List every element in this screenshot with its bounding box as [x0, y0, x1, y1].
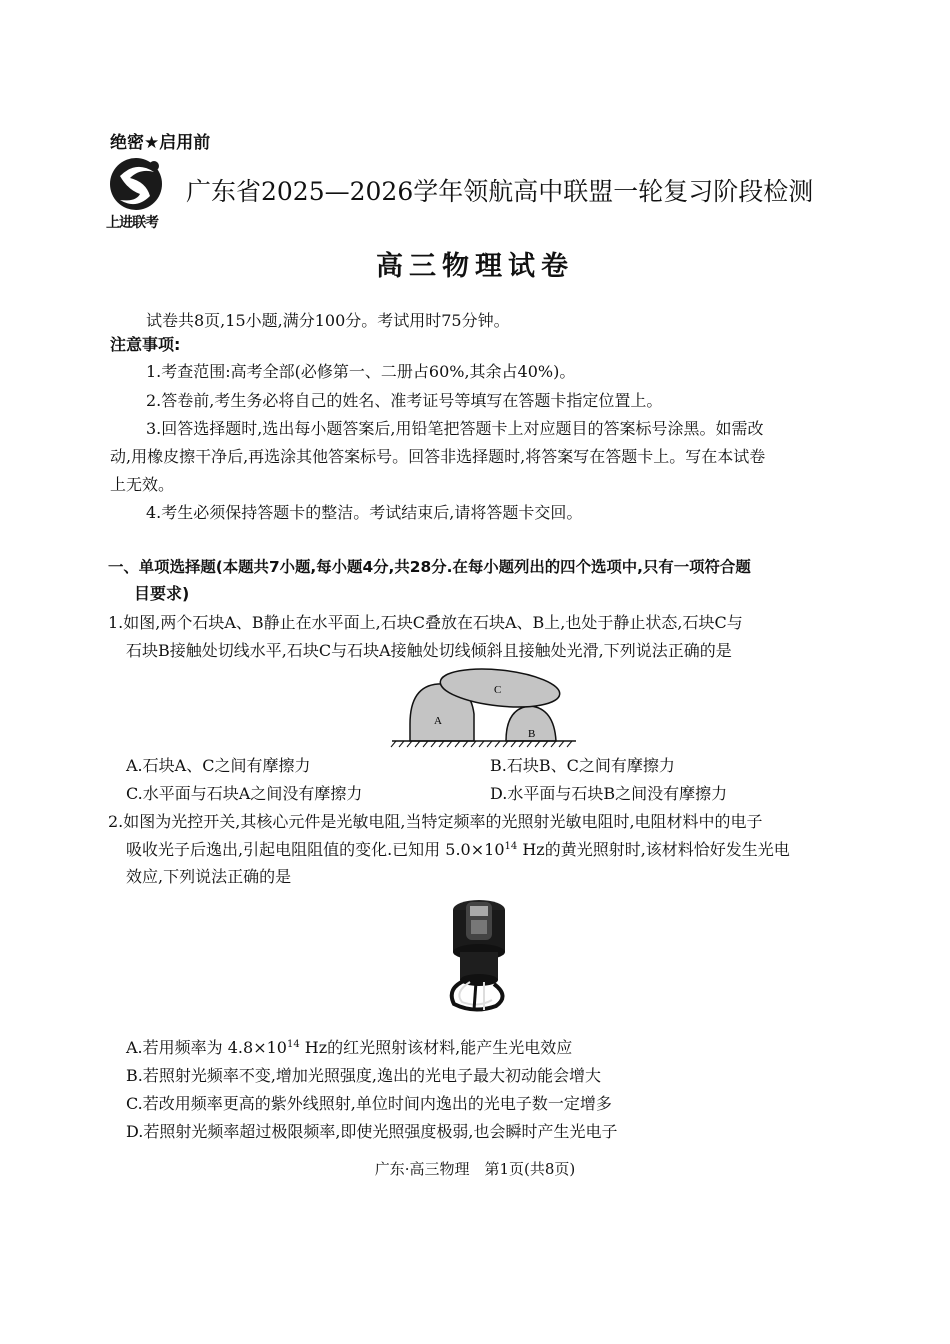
page-title: 高三物理试卷	[376, 251, 574, 282]
q2-option-b: B.若照射光频率不变,增加光照强度,逸出的光电子最大初动能会增大	[126, 1066, 602, 1085]
notice-item-1: 1.考查范围:高考全部(必修第一、二册占60%,其余占40%)。	[146, 362, 576, 381]
q1-option-a: A.石块A、C之间有摩擦力	[126, 756, 311, 775]
notice-item-3-line-2: 动,用橡皮擦干净后,再选涂其他答案标号。回答非选择题时,将答案写在答题卡上。写在本试卷	[110, 447, 766, 466]
q2-option-d: D.若照射光频率超过极限频率,即使光照强度极弱,也会瞬时产生光电子	[126, 1122, 618, 1141]
q1-option-d: D.水平面与石块B之间没有摩擦力	[490, 784, 728, 803]
q1-stem-line-2: 石块B接触处切线水平,石块C与石块A接触处切线倾斜且接触处光滑,下列说法正确的是	[126, 641, 732, 660]
section-1-heading: 一、单项选择题(本题共7小题,每小题4分,共28分.在每小题列出的四个选项中,只有一项符合题	[108, 558, 751, 576]
page-footer: 广东·高三物理 第1页(共8页)	[374, 1160, 576, 1178]
q2-option-c: C.若改用频率更高的紫外线照射,单位时间内逸出的光电子数一定增多	[126, 1094, 612, 1113]
exam-logo	[106, 156, 172, 234]
logo-emblem-icon	[106, 156, 172, 214]
exam-title: 广东省2025—2026学年领航高中联盟一轮复习阶段检测	[186, 177, 814, 206]
q2-stem-line-3: 效应,下列说法正确的是	[126, 867, 292, 886]
q1-option-b: B.石块B、C之间有摩擦力	[490, 756, 675, 775]
q1-figure	[390, 664, 580, 748]
notice-heading: 注意事项:	[110, 335, 181, 354]
label-c: C	[494, 684, 502, 696]
notice-item-3-line-3: 上无效。	[110, 475, 175, 494]
notice-item-2: 2.答卷前,考生务必将自己的姓名、准考证号等填写在答题卡指定位置上。	[146, 391, 663, 410]
exam-intro: 试卷共8页,15小题,满分100分。考试用时75分钟。	[146, 311, 510, 330]
confidential-mark: 绝密★启用前	[110, 133, 211, 153]
label-a: A	[434, 715, 442, 727]
q1-option-c: C.水平面与石块A之间没有摩擦力	[126, 784, 363, 803]
ground-hatching	[391, 741, 572, 747]
label-b: B	[528, 728, 536, 740]
q2-stem-line-2: 吸收光子后逸出,引起电阻阻值的变化.已知用 $5.0\times 10^{14}$ Hz的黄光照射时,该材料恰好发生光电	[126, 840, 790, 859]
q1-stem-line-1: 1.如图,两个石块A、B静止在水平面上,石块C叠放在石块A、B上,也处于静止状态,石块C与	[108, 613, 743, 632]
section-1-heading-cont: 目要求)	[134, 584, 190, 603]
logo-text: 上进联考	[106, 215, 158, 231]
q2-figure-photo-control-switch	[440, 896, 520, 1016]
notice-item-3-line-1: 3.回答选择题时,选出每小题答案后,用铅笔把答题卡上对应题目的答案标号涂黑。如需改	[146, 419, 764, 438]
notice-item-4: 4.考生必须保持答题卡的整洁。考试结束后,请将答题卡交回。	[146, 503, 583, 522]
q2-stem-line-1: 2.如图为光控开关,其核心元件是光敏电阻,当特定频率的光照射光敏电阻时,电阻材料中的电子	[108, 812, 763, 831]
q2-option-a: A.若用频率为 $4.8\times 10^{14}$ Hz的红光照射该材料,能产生光电效应	[126, 1038, 573, 1057]
